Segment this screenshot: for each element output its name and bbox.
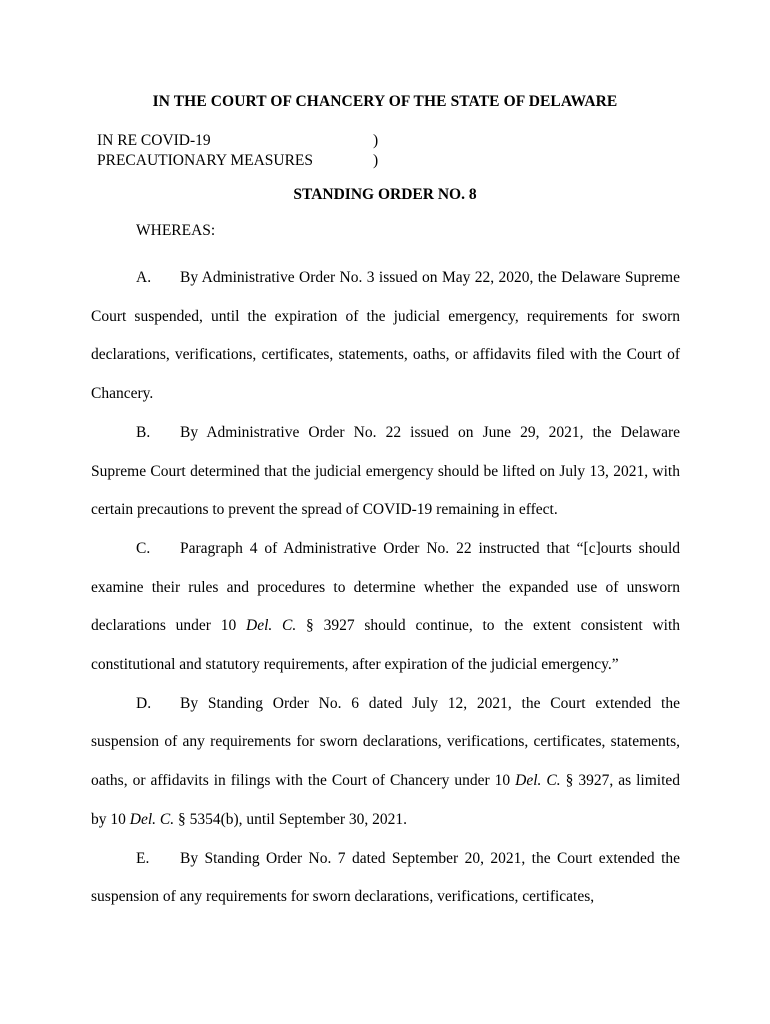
paragraph-e (91, 840, 680, 917)
paragraph-letter: D. (136, 694, 152, 712)
paragraph-text: By Standing Order No. 6 dated July 12, 2021, the Court extended the suspension of any requirements for sworn declarations, verifications, certificates, statements, oaths, or affidavits in filings with the Court of Chancery under 10 (91, 694, 680, 790)
paragraph-b (91, 414, 680, 530)
statute-citation: Del. C. (129, 810, 175, 828)
caption-line-1: IN RE COVID-19 (97, 132, 211, 149)
paragraph-text: By Administrative Order No. 22 issued on June 29, 2021, the Delaware Supreme Court determined that the judicial emergency should be lifted on July 13, 2021, with certain precautions to prevent the spread of COVID-19 remaining in effect. (91, 423, 680, 519)
paragraph-text: § 5354(b), until September 30, 2021. (174, 810, 407, 828)
paragraph-letter: A. (136, 269, 152, 286)
paragraph-letter: B. (136, 423, 151, 441)
caption-paren-1: ) (373, 132, 379, 149)
court-title: IN THE COURT OF CHANCERY OF THE STATE OF DELAWARE (152, 93, 618, 110)
order-body (91, 259, 680, 917)
paragraph-c (91, 530, 680, 685)
caption-line-2: PRECAUTIONARY MEASURES (97, 152, 314, 169)
paragraph-text: § 3927, as limited by 10 (91, 772, 681, 828)
paragraph-d (91, 685, 680, 840)
paragraph-text: § 3927 should continue, to the extent consistent with constitutional and statutory requirements, after expiration of the judicial emergency.” (91, 617, 681, 674)
paragraph-letter: C. (136, 539, 151, 557)
paragraph-text: Paragraph 4 of Administrative Order No. 22 instructed that “[c]ourts should examine their rules and procedures to determine whether the expanded use of unsworn declarations under 10 (91, 539, 680, 635)
statute-citation: Del. C. (246, 617, 297, 635)
paragraph-text: By Standing Order No. 7 dated September 20, 2021, the Court extended the suspension of any requirements for sworn declarations, verifications, certificates, (91, 849, 680, 906)
order-title: STANDING ORDER NO. 8 (293, 186, 477, 203)
whereas-heading: WHEREAS: (136, 222, 216, 239)
paragraph-text: By Administrative Order No. 3 issued on May 22, 2020, the Delaware Supreme Court suspended, until the expiration of the judicial emergency, requirements for sworn declarations, verifications, certificates, statements, oaths, or affidavits filed with the Court of Chancery. (91, 269, 680, 403)
caption-paren-2: ) (373, 152, 379, 169)
case-caption (97, 131, 313, 171)
statute-citation: Del. C. (515, 772, 561, 790)
paragraph-a (91, 259, 680, 414)
paragraph-letter: E. (136, 849, 150, 867)
